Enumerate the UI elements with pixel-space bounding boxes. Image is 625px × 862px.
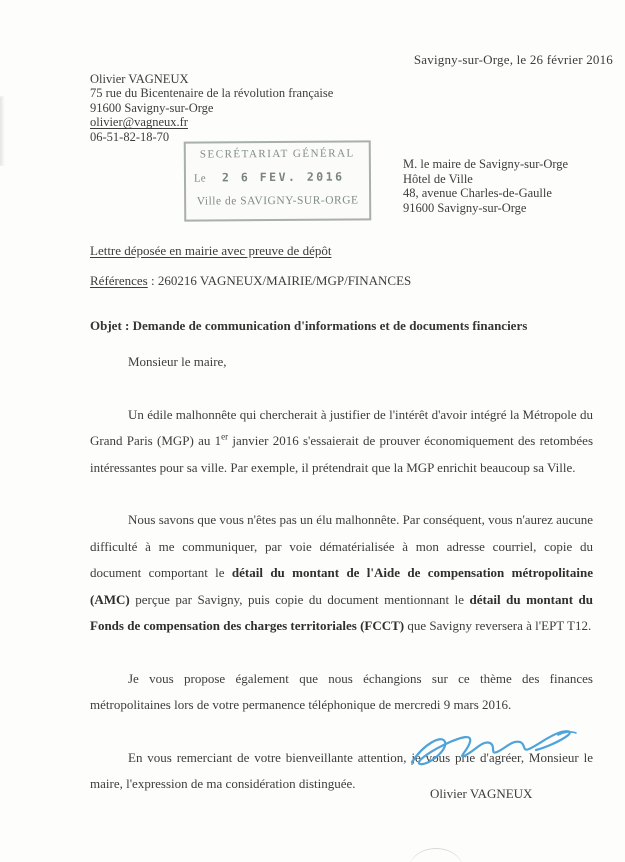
- paragraph-1-text-cont: janvier 2016 s'essaierait de prouver économiquement des retombées intéressantes pour sa ville. Par exemple, il prétendrait que la MGP enrichit beaucoup sa Ville.: [90, 433, 594, 475]
- recipient-line2: Hôtel de Ville: [403, 171, 473, 186]
- references-line: [90, 273, 527, 289]
- references-label: Références: [90, 273, 148, 288]
- sender-phone: 06-51-82-18-70: [90, 129, 170, 144]
- reference-block: [90, 243, 527, 334]
- delivery-note: Lettre déposée en mairie avec preuve de dépôt: [90, 243, 332, 258]
- letter-dateline: Savigny-sur-Orge, le 26 février 2016: [413, 52, 613, 67]
- sender-block: [90, 72, 333, 144]
- scan-pen-mark: [408, 848, 464, 862]
- subject-line: Objet : Demande de communication d'informations et de documents financiers: [90, 318, 528, 333]
- signatory-name: Olivier VAGNEUX: [430, 786, 533, 801]
- references-value: : 260216 VAGNEUX/MAIRIE/MGP/FINANCES: [147, 273, 412, 288]
- paragraph-2-text: Nous savons que vous n'êtes pas un élu malhonnête. Par conséquent, vous n'aurez aucune difficulté à me communiquer, par voie dématérialisée à mon adresse courriel, copie du document comportant le: [90, 512, 593, 580]
- stamp-city-name: Ville de SAVIGNY-SUR-ORGE: [196, 194, 359, 208]
- paragraph-4: En vous remerciant de votre bienveillante attention, je vous prie d'agréer, Monsieur le maire, l'expression de ma considération distinguée.: [90, 749, 593, 791]
- recipient-block: [403, 157, 568, 215]
- handwritten-signature-icon: [398, 710, 583, 782]
- signature-block: [398, 710, 598, 802]
- sender-name: Olivier VAGNEUX: [90, 72, 189, 86]
- recipient-line3: 48, avenue Charles-de-Gaulle: [403, 186, 552, 201]
- stamp-office-name: SECRÉTARIAT GÉNÉRAL: [199, 147, 355, 161]
- salutation: Monsieur le maire,: [128, 354, 227, 369]
- paragraph-2: [90, 507, 593, 640]
- sender-address-line2: 91600 Savigny-sur-Orge: [90, 100, 214, 115]
- sender-email: olivier@vagneux.fr: [90, 115, 188, 130]
- recipient-line4: 91600 Savigny-sur-Orge: [403, 200, 527, 215]
- recipient-line1: M. le maire de Savigny-sur-Orge: [403, 157, 569, 171]
- paragraph-2-text-cont: perçue par Savigny, puis copie du document mentionnant le: [129, 591, 470, 607]
- stamp-date-row: [186, 169, 369, 184]
- paragraph-3: Je vous propose également que nous échangions sur ce thème des finances métropolitaines lors de votre permanence téléphonique de mercredi 9 mars 2016.: [90, 670, 593, 712]
- sender-address-line1: 75 rue du Bicentenaire de la révolution française: [90, 86, 334, 101]
- stamp-le-label: Le: [193, 172, 206, 185]
- stamp-date-value: 2 6 FEV. 2016: [221, 169, 345, 185]
- fcct-bold-phrase: détail du montant du Fonds de compensation des charges territoriales (FCCT): [90, 591, 593, 633]
- amc-bold-phrase: détail du montant de l'Aide de compensation métropolitaine (AMC): [90, 565, 593, 607]
- paragraph-1-text: Un édile malhonnête qui chercherait à justifier de l'intérêt d'avoir intégré la Métropole du Grand Paris (MGP) au 1: [90, 406, 593, 448]
- scan-smudge: [0, 96, 5, 166]
- paragraph-1: [90, 402, 593, 482]
- paragraph-2-text-end: que Savigny reversera à l'EPT T12.: [404, 618, 592, 633]
- registry-date-stamp: [184, 140, 372, 221]
- ordinal-superscript: er: [221, 431, 229, 442]
